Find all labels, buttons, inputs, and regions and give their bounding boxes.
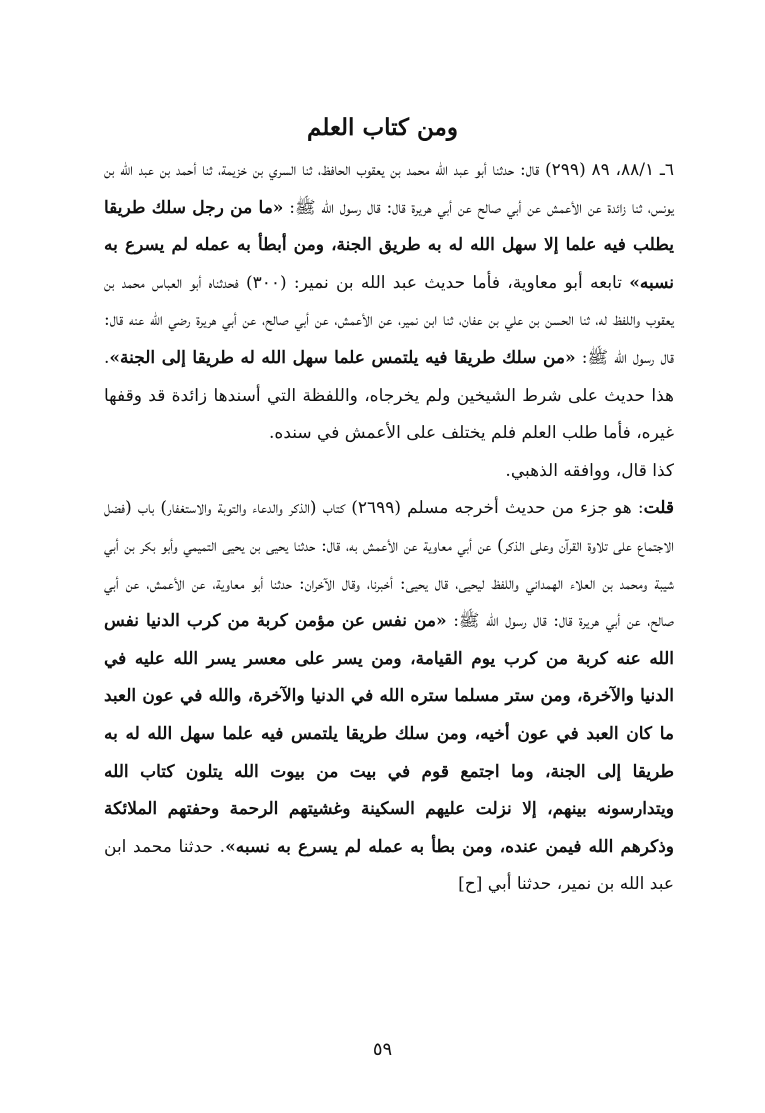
grading-text: . هذا حديث على شرط الشيخين ولم يخرجاه، واللفظة التي أسندها زائدة قد وقفها غيره، فأما طلب العلم فلم يختلف على الأعمش في سنده. [104, 347, 674, 444]
narration-text: تابعه أبو معاوية، فأما حديث عبد الله بن نمير: (٣٠٠) فحدثناه أبو العباس محمد بن يعقوب واللفظ له، ثنا الحسن بن علي بن عفان، ثنا ابن نمير، عن الأعمش، عن أبي صالح، عن أبي هريرة رضي الله عنه قال: قال رسول الله ﷺ: [104, 272, 675, 368]
takhrij-text: : هو جزء من حديث أخرجه مسلم (٢٦٩٩) كتاب (الذكر والدعاء والتوبة والاستغفار) باب (فضل الاجتماع على تلاوة القرآن وعلى الذكر) عن أبي معاوية عن الأعمش به، قال: حدثنا يحيى بن يحيى التميمي وأبو بكر بن أبي شيبة ومحمد بن العلاء الهمداني واللفظ ليحيى، قال يحيى: أخبرنا، وقال الآخران: حدثنا أبو معاوية، عن الأعمش، عن أبي صالح، عن أبي هريرة قال: قال رسول الله ﷺ: [104, 498, 674, 632]
commentary-paragraph [104, 490, 674, 904]
chapter-title: ومن كتاب العلم [307, 114, 458, 141]
hadith-quote: «من نفس عن مؤمن كربة من كرب الدنيا نفس الله عنه كربة من كرب يوم القيامة، ومن يسر على معسر يسر الله عليه في الدنيا والآخرة، ومن ستر مسلما ستره الله في الدنيا والآخرة، والله في عون العبد ما كان العبد في عون أخيه، ومن سلك طريقا يلتمس فيه علما سهل الله له به طريقا إلى الجنة، وما اجتمع قوم في بيت من بيوت الله يتلون كتاب الله ويتدارسونه بينهم، إلا نزلت عليهم السكينة وغشيتهم الرحمة وحفتهم الملائكة وذكرهم الله فيمن عنده، ومن بطأ به عمله لم يسرع به نسبه» [104, 611, 674, 857]
page-number: ٥٩ [372, 1039, 393, 1060]
page-body [104, 152, 674, 904]
dhahabi-note [104, 453, 674, 491]
hadith-quote: «من سلك طريقا فيه يلتمس علما سهل الله له طريقا إلى الجنة» [109, 347, 576, 368]
qultu-label: قلت [643, 498, 675, 519]
hadith-quote: «ما من رجل سلك طريقا يطلب فيه علما إلا سهل الله له به طريق الجنة، ومن أبطأ به عمله لم يسرع به نسبه» [104, 197, 674, 293]
dhahabi-note-text: كذا قال، ووافقه الذهبي. [505, 460, 674, 481]
hadith-paragraph [104, 152, 674, 453]
isnad-text: . حدثنا محمد ابن عبد الله بن نمير، حدثنا أبي [ح] [104, 836, 674, 895]
isnad-text: ٦ـ ٨٨/١، ٨٩ (٢٩٩) قال: حدثنا أبو عبد الله محمد بن يعقوب الحافظ، ثنا السري بن خزيمة، ثنا أحمد بن عبد الله بن يونس، ثنا زائدة عن الأعمش عن أبي صالح عن أبي هريرة قال: قال رسول الله ﷺ: [104, 160, 675, 218]
